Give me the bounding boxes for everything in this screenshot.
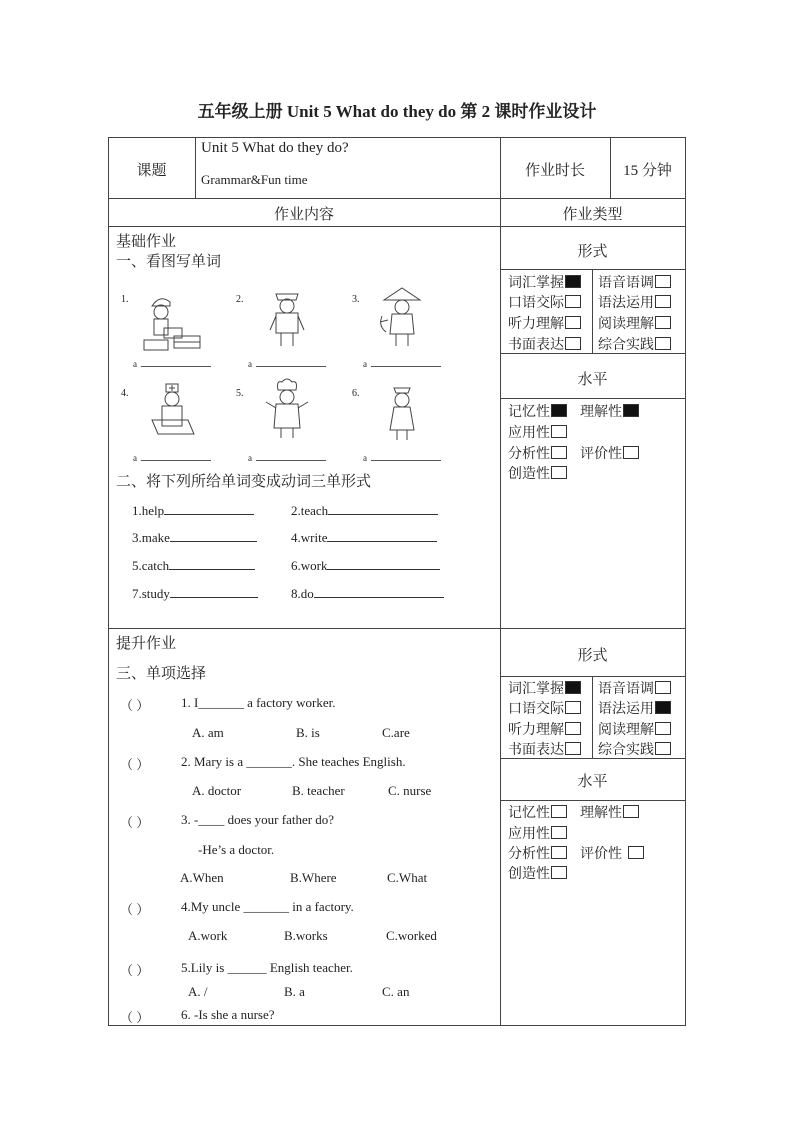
level-option: 记忆性	[508, 401, 567, 421]
checkbox	[655, 275, 671, 288]
checkbox	[623, 805, 639, 818]
checkbox	[551, 466, 567, 479]
form-option: 书面表达	[508, 334, 581, 354]
form-option: 语音语调	[598, 678, 671, 698]
question-text: 1. I_______ a factory worker.	[181, 695, 336, 710]
option: A. am	[192, 725, 224, 740]
form-option: 语法运用	[598, 698, 671, 718]
picture-number: 1.	[121, 294, 129, 305]
cook-icon	[252, 378, 322, 440]
level-option: 创造性	[508, 463, 567, 483]
picture-number: 2.	[236, 294, 244, 305]
option: A. doctor	[192, 783, 242, 798]
checkbox	[655, 295, 671, 308]
col-type-header: 作业类型	[562, 207, 623, 223]
topic-subtitle: Grammar&Fun time	[201, 172, 308, 187]
level-label: 水平	[577, 372, 608, 388]
form-option: 听力理解	[508, 719, 581, 739]
word-item: 6.work	[291, 557, 440, 574]
checkbox	[655, 681, 671, 694]
question-text: 4.My uncle _______ in a factory.	[181, 899, 354, 914]
builder-icon	[138, 290, 208, 352]
answer-line: a	[133, 358, 211, 369]
option: A.work	[188, 928, 228, 943]
level-option: 记忆性	[508, 802, 567, 822]
option: B. teacher	[292, 783, 345, 798]
level-option: 分析性	[508, 843, 567, 863]
col-content-header: 作业内容	[273, 207, 334, 223]
level-option: 应用性	[508, 422, 567, 442]
checkbox	[623, 446, 639, 459]
checkbox	[628, 846, 644, 859]
question-text: 2. Mary is a _______. She teaches English.	[181, 754, 406, 769]
section-2-heading: 二、将下列所给单词变成动词三单形式	[116, 474, 372, 490]
word-item: 8.do	[291, 585, 444, 602]
form-option: 语音语调	[598, 272, 671, 292]
answer-paren: （ ）	[120, 902, 150, 917]
form-option: 综合实践	[598, 739, 671, 759]
picture-number: 3.	[352, 294, 360, 305]
option: B.Where	[290, 870, 337, 885]
police-icon	[252, 286, 322, 348]
checkbox	[551, 446, 567, 459]
checkbox	[565, 337, 581, 350]
form-option: 阅读理解	[598, 719, 671, 739]
checkbox-checked	[655, 701, 671, 714]
option: B.works	[284, 928, 328, 943]
checkbox	[655, 722, 671, 735]
answer-line: a	[363, 358, 441, 369]
checkbox	[551, 846, 567, 859]
checkbox-checked	[565, 681, 581, 694]
answer-paren: （ ）	[120, 757, 150, 772]
form-option: 词汇掌握	[508, 678, 581, 698]
table-border-left	[108, 137, 109, 1026]
picture-number: 4.	[121, 388, 129, 399]
word-item: 7.study	[132, 585, 258, 602]
duration-label: 作业时长	[524, 163, 585, 179]
answer-line: a	[248, 358, 326, 369]
advanced-heading: 提升作业	[116, 636, 177, 652]
picture-number: 5.	[236, 388, 244, 399]
form-option: 书面表达	[508, 739, 581, 759]
section-1-heading: 一、看图写单词	[116, 254, 222, 270]
question-subtext: -He’s a doctor.	[198, 842, 275, 857]
checkbox	[565, 295, 581, 308]
form-option: 阅读理解	[598, 313, 671, 333]
checkbox	[655, 316, 671, 329]
checkbox-checked	[623, 404, 639, 417]
option: C. nurse	[388, 783, 432, 798]
answer-paren: （ ）	[120, 1010, 150, 1025]
answer-paren: （ ）	[120, 963, 150, 978]
checkbox	[565, 742, 581, 755]
table-rule	[500, 800, 685, 801]
table-rule	[195, 137, 196, 198]
doctor-icon	[138, 380, 208, 442]
form-option: 综合实践	[598, 334, 671, 354]
option: C.worked	[386, 928, 437, 943]
form-label: 形式	[577, 244, 608, 260]
option: C.are	[382, 725, 410, 740]
option: B. a	[284, 984, 305, 999]
table-border-right	[685, 137, 686, 1026]
form-option: 听力理解	[508, 313, 581, 333]
topic-label: 课题	[136, 163, 167, 179]
table-rule	[500, 137, 501, 1026]
table-rule	[500, 398, 685, 399]
option: A. /	[188, 984, 208, 999]
duration-value: 15 分钟	[623, 163, 672, 179]
picture-number: 6.	[352, 388, 360, 399]
checkbox	[551, 866, 567, 879]
table-border-bottom	[108, 1025, 685, 1026]
answer-paren: （ ）	[120, 698, 150, 713]
checkbox-checked	[565, 275, 581, 288]
farmer-icon	[368, 286, 438, 348]
answer-paren: （ ）	[120, 815, 150, 830]
word-item: 3.make	[132, 529, 257, 546]
checkbox	[565, 316, 581, 329]
word-item: 2.teach	[291, 502, 438, 519]
topic-title: Unit 5 What do they do?	[201, 140, 349, 156]
option: A.When	[180, 870, 224, 885]
form-option: 口语交际	[508, 698, 581, 718]
question-text: 6. -Is she a nurse?	[181, 1007, 275, 1022]
checkbox	[551, 805, 567, 818]
option: B. is	[296, 725, 320, 740]
option: C. an	[382, 984, 410, 999]
form-label: 形式	[577, 648, 608, 664]
question-text: 3. -____ does your father do?	[181, 812, 335, 827]
basic-heading: 基础作业	[116, 234, 177, 250]
level-option: 评价性	[580, 843, 644, 863]
page-title: 五年级上册 Unit 5 What do they do 第 2 课时作业设计	[197, 102, 597, 121]
level-option: 理解性	[580, 401, 639, 421]
level-option: 分析性	[508, 443, 567, 463]
level-option: 创造性	[508, 863, 567, 883]
checkbox	[551, 826, 567, 839]
nurse-icon	[368, 380, 438, 442]
checkbox-checked	[551, 404, 567, 417]
level-option: 评价性	[580, 443, 639, 463]
option: C.What	[387, 870, 428, 885]
word-item: 1.help	[132, 502, 254, 519]
form-option: 口语交际	[508, 292, 581, 312]
table-rule	[108, 198, 685, 199]
checkbox	[565, 722, 581, 735]
word-item: 5.catch	[132, 557, 255, 574]
word-item: 4.write	[291, 529, 437, 546]
checkbox	[565, 701, 581, 714]
level-option: 理解性	[580, 802, 639, 822]
answer-line: a	[133, 452, 211, 463]
form-option: 词汇掌握	[508, 272, 581, 292]
checkbox	[655, 742, 671, 755]
section-3-heading: 三、单项选择	[116, 666, 207, 682]
question-text: 5.Lily is ______ English teacher.	[181, 960, 353, 975]
form-option: 语法运用	[598, 292, 671, 312]
checkbox	[551, 425, 567, 438]
table-rule	[108, 628, 685, 629]
answer-line: a	[248, 452, 326, 463]
table-rule	[592, 676, 593, 758]
table-rule	[108, 226, 685, 227]
answer-line: a	[363, 452, 441, 463]
table-rule	[592, 269, 593, 353]
level-option: 应用性	[508, 823, 567, 843]
checkbox	[655, 337, 671, 350]
level-label: 水平	[577, 774, 608, 790]
